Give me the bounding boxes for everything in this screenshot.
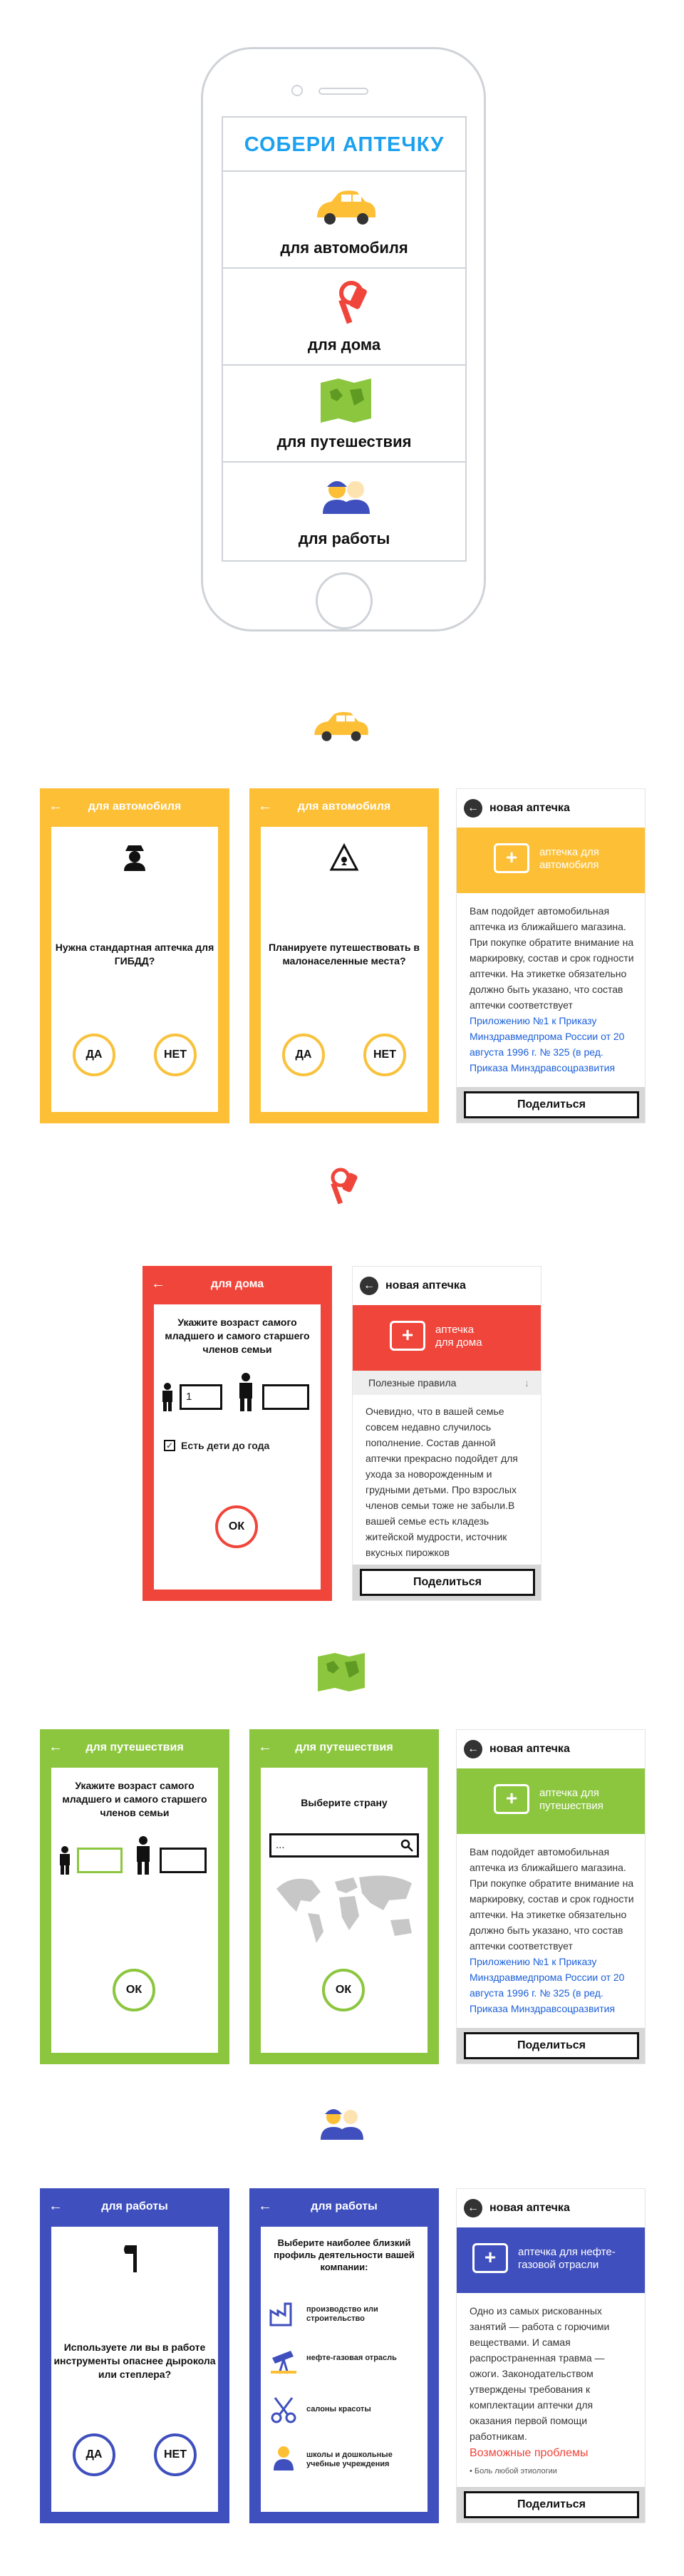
result-header (457, 1730, 645, 1768)
police-officer-icon (120, 843, 150, 872)
back-arrow-icon[interactable]: ← (151, 1276, 165, 1292)
result-title: новая аптечка (489, 802, 570, 814)
youngest-age-input[interactable] (77, 1848, 123, 1873)
car-icon (310, 182, 381, 232)
tips-label: Полезные правила (368, 1377, 457, 1389)
top-bar (249, 788, 439, 827)
result-header (353, 1267, 541, 1305)
top-bar (249, 1729, 439, 1768)
oil-pump-icon (269, 2346, 298, 2375)
banner-text: аптечка для нефте-газовой отрасли (518, 2246, 616, 2271)
ok-button[interactable]: ОК (215, 1505, 258, 1548)
phone-mockup (201, 47, 486, 632)
ok-button[interactable]: ОК (113, 1969, 155, 2011)
work-result (456, 2188, 646, 2523)
profile-option[interactable] (269, 2438, 419, 2480)
travel-question-1 (40, 1729, 229, 2064)
child-icon (57, 1846, 73, 1875)
question-panel (51, 827, 218, 1112)
result-title: новая аптечка (489, 2202, 570, 2214)
menu-item-label: для автомобиля (280, 239, 408, 257)
screen-title: для дома (210, 1278, 264, 1290)
first-aid-kit-icon: + (472, 2243, 508, 2273)
question-text: Выберите наиболее близкий профиль деятельности вашей компании: (274, 2237, 415, 2272)
work-question-1 (40, 2188, 229, 2523)
share-button[interactable]: Поделиться (464, 2032, 639, 2059)
menu-item-home[interactable] (223, 267, 465, 364)
workers-icon (310, 473, 381, 522)
workers-icon (309, 2103, 373, 2145)
result-header (457, 2189, 645, 2227)
keys-icon (309, 1166, 373, 1209)
menu-item-label: для работы (298, 530, 390, 547)
work-question-2 (249, 2188, 439, 2523)
share-bar (457, 1087, 645, 1123)
regulation-link[interactable]: Приложению №1 к Приказу Минздравмедпрома России от 20 августа 1996 г. № 325 (в ред. Приказа Минздравсоцразвития (470, 1015, 625, 1073)
result-title: новая аптечка (385, 1279, 466, 1292)
question-panel (51, 2227, 218, 2512)
top-bar (249, 2188, 439, 2227)
ok-button[interactable]: ОК (322, 1969, 365, 2011)
map-icon (309, 1651, 373, 1694)
screen-title: для путешествия (295, 1741, 393, 1753)
profile-label: школы и дошкольные учебные учреждения (306, 2451, 393, 2468)
scissors-icon (269, 2395, 298, 2423)
question-panel (154, 1304, 321, 1590)
question-text: Укажите возраст самого младшего и самого старшего членов семьи (62, 1780, 207, 1818)
chevron-down-icon: ↓ (524, 1377, 529, 1389)
share-bar (457, 2028, 645, 2064)
share-button[interactable]: Поделиться (464, 2491, 639, 2518)
home-result (352, 1266, 542, 1601)
back-arrow-icon[interactable]: ← (360, 1277, 378, 1295)
screen-title: для работы (101, 2200, 168, 2212)
banner-text: аптечка для дома (435, 1324, 482, 1349)
car-result (456, 788, 646, 1123)
school-child-icon (269, 2443, 298, 2472)
car-icon (309, 706, 373, 748)
question-text: Нужна стандартная аптечка для ГИБДД? (55, 942, 214, 967)
oldest-age-input[interactable] (160, 1848, 207, 1873)
back-arrow-icon[interactable]: ← (464, 1740, 482, 1758)
camera-icon (291, 85, 303, 96)
share-button[interactable]: Поделиться (464, 1091, 639, 1118)
checkbox-checked-icon[interactable]: ✓ (164, 1440, 175, 1451)
banner-text: аптечка для путешествия (539, 1787, 603, 1812)
problem-item: • Боль любой этиологии (470, 2467, 557, 2475)
back-arrow-icon[interactable]: ← (258, 2198, 272, 2214)
top-bar (142, 1266, 332, 1304)
travel-question-2 (249, 1729, 439, 2064)
back-arrow-icon[interactable]: ← (464, 799, 482, 818)
speaker-icon (318, 88, 368, 95)
adult-icon (237, 1373, 255, 1411)
profile-option[interactable] (269, 2341, 419, 2384)
share-bar (353, 1565, 541, 1600)
result-banner (353, 1305, 541, 1371)
result-header (457, 789, 645, 828)
home-question (142, 1266, 332, 1601)
back-arrow-icon[interactable]: ← (258, 1739, 272, 1755)
banner-text: аптечка для автомобиля (539, 846, 599, 871)
tips-accordion[interactable] (353, 1371, 541, 1395)
car-question-2 (249, 788, 439, 1123)
question-panel (261, 1768, 428, 2053)
result-banner (457, 2227, 645, 2293)
menu-item-work[interactable] (223, 461, 465, 558)
youngest-age-input[interactable]: 1 (180, 1384, 222, 1410)
back-arrow-icon[interactable]: ← (48, 2198, 63, 2214)
problems-heading[interactable]: Возможные проблемы (470, 2447, 589, 2459)
back-arrow-icon[interactable]: ← (258, 798, 272, 814)
question-panel (51, 1768, 218, 2053)
result-banner (457, 1768, 645, 1834)
screen-title: для автомобиля (88, 800, 182, 813)
home-button[interactable] (316, 572, 373, 629)
no-button[interactable]: НЕТ (154, 1034, 197, 1076)
main-menu-screen (222, 116, 467, 562)
child-icon (160, 1383, 175, 1411)
question-panel (261, 2227, 428, 2512)
screen-title: для путешествия (86, 1741, 184, 1753)
top-bar (40, 2188, 229, 2227)
travel-result (456, 1729, 646, 2064)
profile-option[interactable] (269, 2389, 419, 2432)
first-aid-kit-icon: + (494, 1784, 529, 1814)
share-button[interactable]: Поделиться (360, 1569, 535, 1596)
screen-title: для автомобиля (297, 800, 391, 813)
page-title: СОБЕРИ АПТЕЧКУ (244, 133, 445, 156)
keys-icon (310, 279, 381, 329)
adult-icon (134, 1836, 152, 1875)
menu-item-travel[interactable] (223, 364, 465, 461)
map-icon (310, 376, 381, 426)
share-bar (457, 2487, 645, 2523)
yes-button[interactable]: ДА (73, 1034, 115, 1076)
profile-label: нефте-газовая отрасль (306, 2354, 397, 2362)
profile-option[interactable] (269, 2292, 419, 2335)
first-aid-kit-icon: + (494, 843, 529, 873)
screen-title: для работы (311, 2200, 378, 2212)
menu-item-car[interactable] (223, 170, 465, 267)
question-panel (261, 827, 428, 1112)
profile-label: салоны красоты (306, 2405, 371, 2413)
question-text: Выберите страну (301, 1797, 388, 1808)
top-bar (40, 788, 229, 827)
back-arrow-icon[interactable]: ← (48, 1739, 63, 1755)
menu-item-label: для путешествия (276, 433, 412, 450)
question-text: Укажите возраст самого младшего и самого старшего членов семьи (165, 1317, 310, 1355)
world-map-icon[interactable] (269, 1867, 419, 1946)
no-button[interactable]: НЕТ (154, 2433, 197, 2476)
back-arrow-icon[interactable]: ← (464, 2199, 482, 2217)
top-bar (40, 1729, 229, 1768)
yes-button[interactable]: ДА (282, 1034, 325, 1076)
axe-icon (123, 2242, 147, 2274)
menu-item-label: для дома (307, 336, 381, 354)
result-text: Вам подойдет автомобильная аптечка из ближайшего магазина. При покупке обратите внимание на маркировку, состав и срок годности аптечки. На этикетке обязательно должно быть указано, что состав аптечки соответствует Приложению №1 к Приказу Минздравмедпрома России от 20 августа 1996 г. № 325 (в ред. Приказа Минздравсоцразвития (470, 1846, 634, 2014)
oldest-age-input[interactable] (262, 1384, 309, 1410)
question-text: Планируете путешествовать в малонаселенные места? (268, 942, 420, 967)
result-title: новая аптечка (489, 1743, 570, 1755)
profile-label: производство или строительство (306, 2305, 378, 2323)
search-icon[interactable] (400, 1839, 413, 1852)
country-search-input[interactable]: ... (269, 1833, 419, 1858)
result-banner (457, 828, 645, 893)
result-text: Одно из самых рискованных занятий — работа с горючими веществами. И самая распространенная травма — ожоги. Законодательством утверждены требования к комплектации аптечки для оказания первой помощи работникам. (470, 2305, 610, 2442)
first-aid-kit-icon: + (390, 1321, 425, 1351)
result-text: Вам подойдет автомобильная аптечка из ближайшего магазина. При покупке обратите внимание на маркировку, состав и срок годности аптечки. На этикетке обязательно должно быть указано, что состав аптечки соответствует Приложению №1 к Приказу Минздравмедпрома России от 20 августа 1996 г. № 325 (в ред. Приказа Минздравсоцразвития (470, 905, 634, 1073)
warning-sign-icon (329, 843, 359, 872)
regulation-link[interactable]: Приложению №1 к Приказу Минздравмедпрома России от 20 августа 1996 г. № 325 (в ред. Приказа Минздравсоцразвития (470, 1956, 625, 2014)
checkbox-label: Есть дети до года (181, 1440, 270, 1451)
result-text: Очевидно, что в вашей семье совсем недавно случилось пополнение. Состав данной аптечки прекрасно подойдет для ухода за новорожденным и грудными детьми. Про взрослых членов семьи тоже не забыли.В вашей семье есть кладезь житейской мудрости, источник вкусных пирожков (366, 1406, 518, 1558)
back-arrow-icon[interactable]: ← (48, 798, 63, 814)
yes-button[interactable]: ДА (73, 2433, 115, 2476)
question-text: Используете ли вы в работе инструменты опаснее дырокола или степлера? (53, 2341, 216, 2380)
no-button[interactable]: НЕТ (363, 1034, 406, 1076)
factory-icon (269, 2298, 298, 2327)
car-question-1 (40, 788, 229, 1123)
